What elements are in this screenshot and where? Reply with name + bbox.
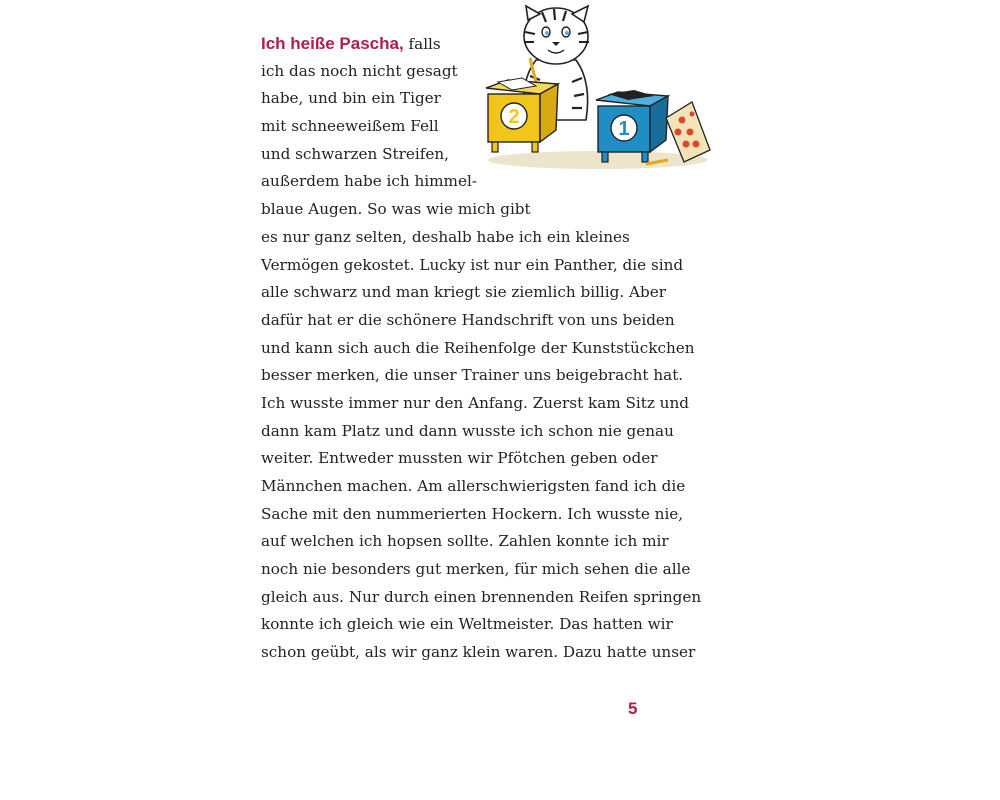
text-line: gleich aus. Nur durch einen brennenden Reifen springen: [261, 587, 702, 606]
text-line-fragment: falls: [408, 35, 441, 53]
text-line: Vermögen gekostet. Lucky ist nur ein Panther, die sind: [261, 255, 684, 274]
text-line: außerdem habe ich himmel-: [261, 172, 477, 191]
text-line: auf welchen ich hopsen sollte. Zahlen konnte ich mir: [261, 532, 669, 551]
text-line: besser merken, die unser Trainer uns beigebracht hat.: [261, 366, 684, 385]
text-line: alle schwarz und man kriegt sie ziemlich billig. Aber: [261, 283, 666, 302]
text-line: dafür hat er die schönere Handschrift von uns beiden: [261, 310, 675, 329]
text-line: Männchen machen. Am allerschwierigsten fand ich die: [261, 477, 686, 495]
story-text: [261, 30, 702, 667]
text-line: es nur ganz selten, deshalb habe ich ein kleines: [261, 227, 630, 246]
lead-in-heading: Ich heiße Pascha,: [261, 34, 404, 53]
page-number: 5: [628, 699, 638, 718]
text-line: mit schneeweißem Fell: [261, 117, 439, 136]
text-line: [261, 30, 681, 58]
text-line: Ich wusste immer nur den Anfang. Zuerst kam Sitz und: [261, 393, 689, 412]
text-line: schon geübt, als wir ganz klein waren. Dazu hatte unser: [261, 643, 696, 662]
text-line: blaue Augen. So was wie mich gibt: [261, 200, 531, 219]
text-line: und schwarzen Streifen,: [261, 144, 449, 163]
text-line: ich das noch nicht gesagt: [261, 61, 458, 80]
text-line: konnte ich gleich wie ein Weltmeister. Das hatten wir: [261, 615, 673, 634]
text-line: weiter. Entweder mussten wir Pfötchen geben oder: [261, 449, 658, 468]
text-line: noch nie besonders gut merken, für mich sehen die alle: [261, 560, 691, 579]
stool-2-number: 2: [508, 106, 520, 128]
text-line: dann kam Platz und dann wusste ich schon nie genau: [261, 421, 674, 440]
stool-1-number: 1: [618, 118, 630, 140]
text-line: habe, und bin ein Tiger: [261, 89, 441, 108]
text-line: Sache mit den nummerierten Hockern. Ich wusste nie,: [261, 504, 684, 523]
text-line: und kann sich auch die Reihenfolge der Kunststückchen: [261, 338, 695, 357]
